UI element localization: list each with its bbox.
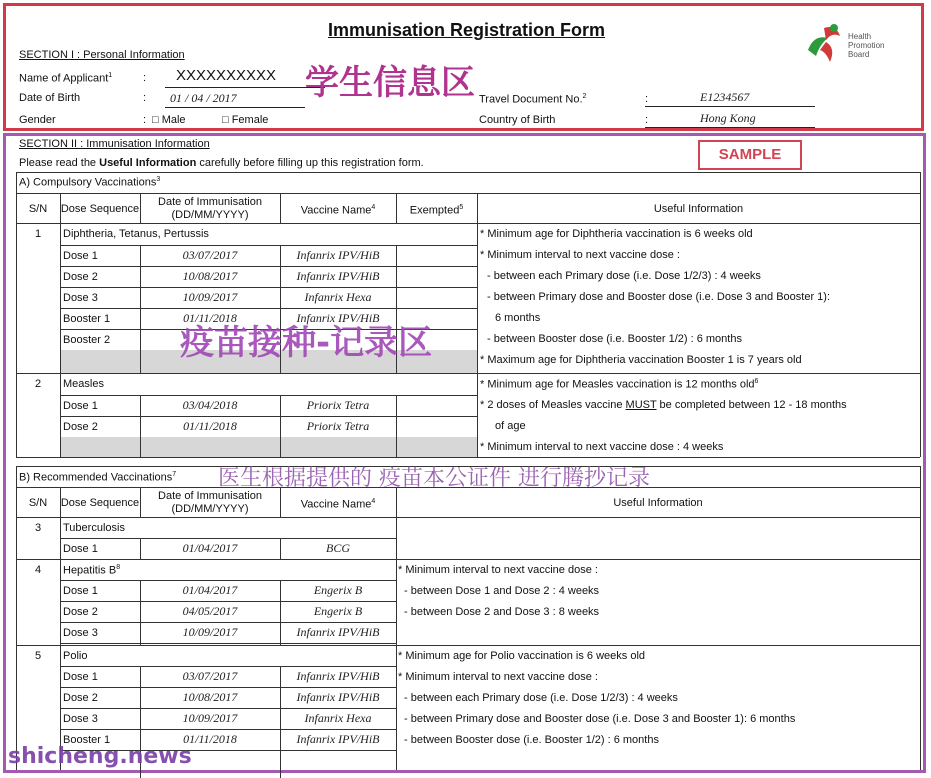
table-b-row-rule — [60, 666, 396, 667]
table-a-info-line: * Minimum interval to next vaccine dose : — [480, 249, 680, 261]
gender-colon: : — [143, 114, 147, 126]
table-b-dose: Dose 1 — [63, 585, 98, 597]
table-b-header-dose: Dose Sequence — [60, 496, 140, 509]
table-b-info-line: * Minimum age for Polio vaccination is 6 weeks old — [398, 650, 646, 662]
sample-stamp: SAMPLE — [698, 140, 802, 170]
logo-line-1: Health — [848, 32, 872, 41]
table-b-col-rule — [396, 487, 397, 770]
table-b-row-rule — [60, 708, 396, 709]
table-a-header-date: Date of Immunisation (DD/MM/YYYY) — [158, 196, 262, 221]
site-watermark: shicheng.news — [8, 744, 192, 769]
table-a-col-rule — [140, 245, 141, 373]
table-a-date: 01/11/2018 — [183, 419, 237, 433]
table-b-row-rule — [60, 538, 396, 539]
table-a-vaccine: Infanrix IPV/HiB — [296, 248, 380, 262]
table-a-col-rule — [140, 193, 141, 223]
name-colon: : — [143, 72, 147, 84]
table-a-right-rule — [920, 172, 921, 457]
table-a-info-line: of age — [495, 420, 526, 432]
table-b-date: 10/09/2017 — [182, 625, 238, 639]
table-a-left-rule — [16, 172, 17, 457]
table-b-vaccine: Infanrix IPV/HiB — [296, 625, 380, 639]
table-a-header-info: Useful Information — [653, 202, 744, 215]
vaccine-record-annotation: 疫苗接种-记录区 — [180, 323, 433, 363]
table-b-info-line: * Minimum interval to next vaccine dose : — [398, 564, 598, 576]
table-b-col-rule — [280, 580, 281, 645]
table-b-dose: Dose 1 — [63, 543, 98, 555]
table-a-info-line: 6 months — [495, 312, 541, 324]
table-a-group-rule — [16, 457, 920, 458]
table-b-group-name: Polio — [63, 650, 88, 662]
table-b-header-vaccine: Vaccine Name$^4$ — [300, 497, 376, 511]
table-a-dose: Dose 1 — [63, 400, 98, 412]
table-a-header-bottom — [16, 223, 920, 224]
table-a-info-line: * 2 doses of Measles vaccine MUST be completed between 12 - 18 months — [480, 399, 847, 411]
table-b-group-rule — [16, 645, 920, 646]
logo-line-2: Promotion — [848, 41, 885, 50]
hpb-logo-icon — [800, 20, 848, 66]
table-a-info-line: - between Booster dose (i.e. Booster 1/2) : 6 months — [487, 333, 742, 345]
table-b-info-line: - between Dose 2 and Dose 3 : 8 weeks — [404, 606, 600, 618]
table-b-row-rule — [60, 729, 396, 730]
travel-doc-colon: : — [645, 93, 649, 105]
table-b-vaccine: Infanrix IPV/HiB — [296, 669, 380, 683]
table-a-row-rule — [60, 245, 477, 246]
dob-label: Date of Birth — [19, 92, 81, 104]
table-a-dose: Booster 1 — [63, 313, 111, 325]
gender-male-checkbox[interactable]: □ Male — [152, 114, 186, 126]
table-b-info-line: - between each Primary dose (i.e. Dose 1/2/3) : 4 weeks — [404, 692, 678, 704]
table-a-date: 10/09/2017 — [182, 290, 238, 304]
table-a-dose: Dose 1 — [63, 250, 98, 262]
name-value: XXXXXXXXXX — [176, 67, 277, 84]
table-a-group-rule — [16, 373, 920, 374]
table-a-col-rule — [396, 193, 397, 223]
logo-line-3: Board — [848, 50, 870, 59]
table-b-date: 10/09/2017 — [182, 711, 238, 725]
table-a-info-line: * Minimum age for Diphtheria vaccination is 6 weeks old — [480, 228, 753, 240]
table-a-row-rule — [60, 266, 477, 267]
dob-value: 01 / 04 / 2017 — [170, 91, 237, 105]
table-b-row-rule — [60, 687, 396, 688]
table-b-date: 01/04/2017 — [182, 541, 238, 555]
table-b-header-sn: S/N — [28, 496, 48, 509]
table-b-col-rule — [280, 666, 281, 778]
table-b-sn: 5 — [34, 650, 42, 662]
name-label: Name of Applicant$^1$ — [19, 72, 113, 85]
table-a-col-rule — [396, 395, 397, 457]
table-b-left-rule — [16, 466, 17, 770]
table-b-row-rule — [60, 622, 396, 623]
country-underline — [645, 127, 815, 128]
table-a-group-name: Diphtheria, Tetanus, Pertussis — [63, 228, 209, 240]
table-b-vaccine: Engerix B — [313, 604, 363, 618]
table-b-col-rule — [60, 487, 61, 770]
table-b-group-name: Hepatitis $B^8$ — [63, 564, 121, 577]
table-a-row-rule — [60, 416, 477, 417]
table-b-info-line: - between Dose 1 and Dose 2 : 4 weeks — [404, 585, 600, 597]
travel-doc-value: E1234567 — [700, 90, 750, 104]
table-a-top-rule — [16, 172, 920, 173]
table-b-info-line: * Minimum interval to next vaccine dose : — [398, 671, 598, 683]
table-a-shaded-row — [60, 437, 477, 457]
table-a-header-sn: S/N — [28, 202, 48, 215]
table-b-dose: Dose 3 — [63, 713, 98, 725]
travel-doc-underline — [645, 106, 815, 107]
table-a-title: A) Compulsory Vaccinations$^3$ — [19, 176, 161, 189]
table-a-row-rule — [60, 287, 477, 288]
table-b-row-rule — [60, 643, 396, 644]
table-a-header-exempted: Exempted$^5$ — [409, 203, 464, 217]
gender-female-checkbox[interactable]: □ Female — [222, 114, 269, 126]
table-b-vaccine: BCG — [326, 541, 350, 555]
table-b-vaccine: Infanrix IPV/HiB — [296, 732, 380, 746]
table-a-col-rule — [280, 193, 281, 223]
section2-instruction: Please read the Useful Information carefully before filling up this registration form. — [19, 157, 424, 169]
table-b-date: 01/11/2018 — [183, 732, 237, 746]
table-b-row-rule — [60, 580, 396, 581]
student-info-annotation: 学生信息区 — [305, 63, 475, 103]
table-b-header-date: Date of Immunisation (DD/MM/YYYY) — [158, 490, 262, 515]
country-colon: : — [645, 114, 649, 126]
table-b-sn: 3 — [34, 522, 42, 534]
name-underline — [165, 87, 325, 88]
table-b-vaccine: Infanrix IPV/HiB — [296, 690, 380, 704]
table-a-vaccine: Priorix Tetra — [306, 398, 370, 412]
table-a-date: 03/04/2018 — [182, 398, 238, 412]
table-a-row-rule — [60, 395, 477, 396]
table-a-date: 03/07/2017 — [182, 248, 238, 262]
table-b-header-info: Useful Information — [613, 496, 703, 509]
table-b-header-bottom — [16, 517, 920, 518]
table-a-col-rule — [140, 395, 141, 457]
table-a-dose: Booster 2 — [63, 334, 111, 346]
table-b-title: B) Recommended Vaccinations$^7$ — [19, 471, 177, 484]
table-b-row-rule — [60, 601, 396, 602]
table-a-col-rule — [60, 193, 61, 457]
section2-heading: SECTION II : Immunisation Information — [19, 138, 210, 150]
table-b-right-rule — [920, 466, 921, 770]
table-a-dose: Dose 3 — [63, 292, 98, 304]
table-a-group-name: Measles — [63, 378, 104, 390]
doctor-note-annotation: 医生根据提供的 疫苗本公证件 进行腾抄记录 — [218, 466, 650, 491]
table-a-col-rule — [280, 395, 281, 457]
table-a-info-line: * Minimum age for Measles vaccination is 12 months old$^6$ — [480, 378, 759, 391]
table-b-info-line: - between Booster dose (i.e. Booster 1/2) : 6 months — [404, 734, 659, 746]
dob-underline — [165, 107, 305, 108]
table-b-col-rule — [140, 580, 141, 645]
table-a-header-dose: Dose Sequence — [60, 202, 140, 215]
section1-heading: SECTION I : Personal Information — [19, 49, 185, 61]
table-b-group-name: Tuberculosis — [63, 522, 125, 534]
table-a-dose: Dose 2 — [63, 271, 98, 283]
table-b-dose: Dose 3 — [63, 627, 98, 639]
dob-colon: : — [143, 92, 147, 104]
table-b-col-rule — [140, 487, 141, 517]
table-b-col-rule — [280, 538, 281, 559]
table-b-vaccine: Infanrix Hexa — [304, 711, 372, 725]
hpb-logo — [800, 20, 900, 70]
table-a-vaccine: Infanrix Hexa — [304, 290, 372, 304]
table-a-row-rule — [60, 308, 477, 309]
table-a-sn: 1 — [34, 228, 42, 240]
table-a-date: 01/11/2018 — [183, 311, 237, 325]
table-a-col-rule — [477, 193, 478, 457]
table-a-vaccine: Infanrix IPV/HiB — [296, 269, 380, 283]
travel-doc-label: Travel Document No.$^2$ — [479, 93, 587, 106]
table-b-date: 03/07/2017 — [182, 669, 238, 683]
table-a-info-line: - between each Primary dose (i.e. Dose 1/2/3) : 4 weeks — [487, 270, 761, 282]
table-b-group-rule — [16, 559, 920, 560]
table-a-header-vaccine: Vaccine Name$^4$ — [300, 203, 376, 217]
table-b-vaccine: Engerix B — [313, 583, 363, 597]
table-b-date: 10/08/2017 — [182, 690, 238, 704]
table-a-dose: Dose 2 — [63, 421, 98, 433]
table-b-date: 01/04/2017 — [182, 583, 238, 597]
table-b-dose: Dose 1 — [63, 671, 98, 683]
table-a-sn: 2 — [34, 378, 42, 390]
table-a-info-line: - between Primary dose and Booster dose (i.e. Dose 3 and Booster 1): — [487, 291, 831, 303]
table-b-dose: Dose 2 — [63, 606, 98, 618]
country-label: Country of Birth — [479, 114, 556, 126]
table-b-col-rule — [140, 538, 141, 559]
table-a-vaccine: Infanrix IPV/HiB — [296, 311, 380, 325]
form-title: Immunisation Registration Form — [328, 20, 606, 40]
country-value: Hong Kong — [700, 111, 756, 125]
table-a-vaccine: Priorix Tetra — [306, 419, 370, 433]
table-b-info-line: - between Primary dose and Booster dose (i.e. Dose 3 and Booster 1): 6 months — [404, 713, 796, 725]
table-b-sn: 4 — [34, 564, 42, 576]
table-b-date: 04/05/2017 — [182, 604, 238, 618]
table-b-dose: Dose 2 — [63, 692, 98, 704]
table-a-header-top — [16, 193, 920, 194]
table-b-dose: Booster 1 — [63, 734, 111, 746]
table-a-info-line: * Minimum interval to next vaccine dose : 4 weeks — [480, 441, 724, 453]
gender-label: Gender — [19, 114, 56, 126]
table-a-date: 10/08/2017 — [182, 269, 238, 283]
table-a-info-line: * Maximum age for Diphtheria vaccination Booster 1 is 7 years old — [480, 354, 802, 366]
